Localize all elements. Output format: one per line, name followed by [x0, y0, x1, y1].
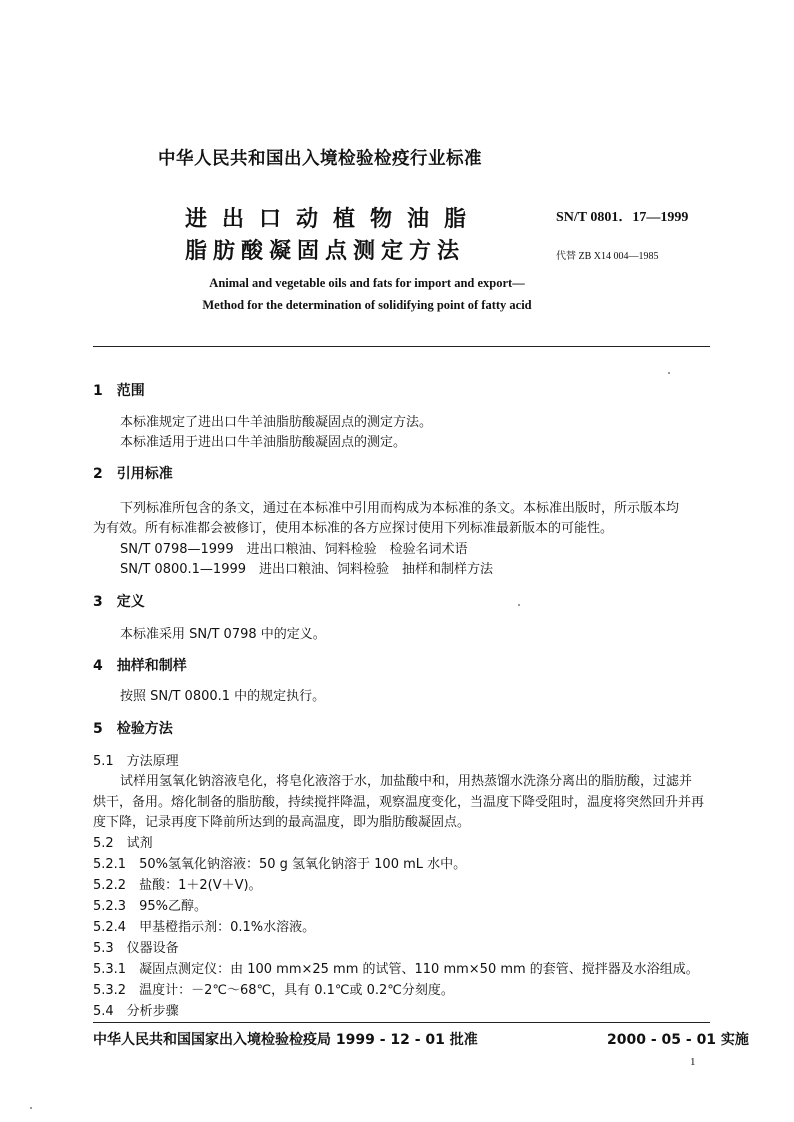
- approval-note: 中华人民共和国国家出入境检验检疫局 1999 - 12 - 01 批准: [93, 1032, 478, 1048]
- section-2-heading: 2 引用标准: [93, 466, 173, 482]
- section-4-heading: 4 抽样和制样: [93, 658, 187, 674]
- item-5-2-1: 5.2.1 50%氢氧化钠溶液：50 g 氢氧化钠溶于 100 mL 水中。: [93, 857, 467, 872]
- item-5-2-3: 5.2.3 95%乙醇。: [93, 899, 207, 914]
- english-title-line-2: Method for the determination of solidifying point of fatty acid: [202, 298, 532, 312]
- reference-2: SN/T 0800.1—1999 进出口粮油、饲料检验 抽样和制样方法: [120, 562, 494, 577]
- standard-number: SN/T 0801．17—1999: [556, 210, 689, 225]
- subsection-5-2: 5.2 试剂: [93, 836, 153, 851]
- bottom-divider: [93, 1022, 710, 1023]
- section-1-heading: 1 范围: [93, 383, 145, 399]
- section-3-para: 本标准采用 SN/T 0798 中的定义。: [120, 627, 326, 642]
- subsection-5-4: 5.4 分析步骤: [93, 1004, 179, 1019]
- section-5-1-line-1: 试样用氢氧化钠溶液皂化，将皂化液溶于水，加盐酸中和，用热蒸馏水洗涤分离出的脂肪酸，过滤并: [120, 774, 693, 789]
- reference-1: SN/T 0798—1999 进出口粮油、饲料检验 检验名词术语: [120, 542, 468, 557]
- page-number: 1: [690, 1056, 696, 1068]
- section-3-heading: 3 定义: [93, 594, 145, 610]
- replaces-standard: 代替 ZB X14 004—1985: [556, 251, 659, 262]
- section-2-para-line-1: 下列标准所包含的条文，通过在本标准中引用而构成为本标准的条文。本标准出版时，所示版本均: [120, 501, 680, 516]
- section-1-para-1: 本标准规定了进出口牛羊油脂肪酸凝固点的测定方法。: [120, 415, 433, 430]
- scan-speck: [30, 1107, 32, 1109]
- section-5-1-line-3: 度下降，记录再度下降前所达到的最高温度，即为脂肪酸凝固点。: [93, 815, 471, 830]
- subsection-5-1: 5.1 方法原理: [93, 754, 179, 769]
- section-5-1-line-2: 烘干，备用。熔化制备的脂肪酸，持续搅拌降温，观察温度变化，当温度下降受阻时，温度将突然回升并再: [93, 795, 705, 810]
- title-line-1: 进出口动植物油脂: [185, 207, 482, 232]
- item-5-2-2: 5.2.2 盐酸：1＋2(V＋V)。: [93, 878, 262, 893]
- title-line-2: 脂肪酸凝固点测定方法: [185, 239, 466, 264]
- scan-speck: [518, 604, 520, 606]
- section-5-heading: 5 检验方法: [93, 721, 173, 737]
- section-1-para-2: 本标准适用于进出口牛羊油脂肪酸凝固点的测定。: [120, 435, 407, 450]
- top-divider: [93, 346, 710, 347]
- item-5-3-2: 5.3.2 温度计：－2℃～68℃，具有 0.1℃或 0.2℃分刻度。: [93, 983, 454, 998]
- item-5-2-4: 5.2.4 甲基橙指示剂：0.1%水溶液。: [93, 920, 316, 935]
- subsection-5-3: 5.3 仪器设备: [93, 941, 179, 956]
- section-2-para-line-2: 为有效。所有标准都会被修订，使用本标准的各方应探讨使用下列标准最新版本的可能性。: [93, 521, 614, 536]
- section-4-para: 按照 SN/T 0800.1 中的规定执行。: [120, 689, 326, 704]
- implementation-date: 2000 - 05 - 01 实施: [607, 1032, 749, 1048]
- scan-speck: [668, 372, 670, 374]
- item-5-3-1: 5.3.1 凝固点测定仪：由 100 mm×25 mm 的试管、110 mm×50 mm 的套管、搅拌器及水浴组成。: [93, 962, 699, 977]
- issuing-body-header: 中华人民共和国出入境检验检疫行业标准: [158, 149, 482, 169]
- english-title-line-1: Animal and vegetable oils and fats for import and export—: [209, 276, 525, 290]
